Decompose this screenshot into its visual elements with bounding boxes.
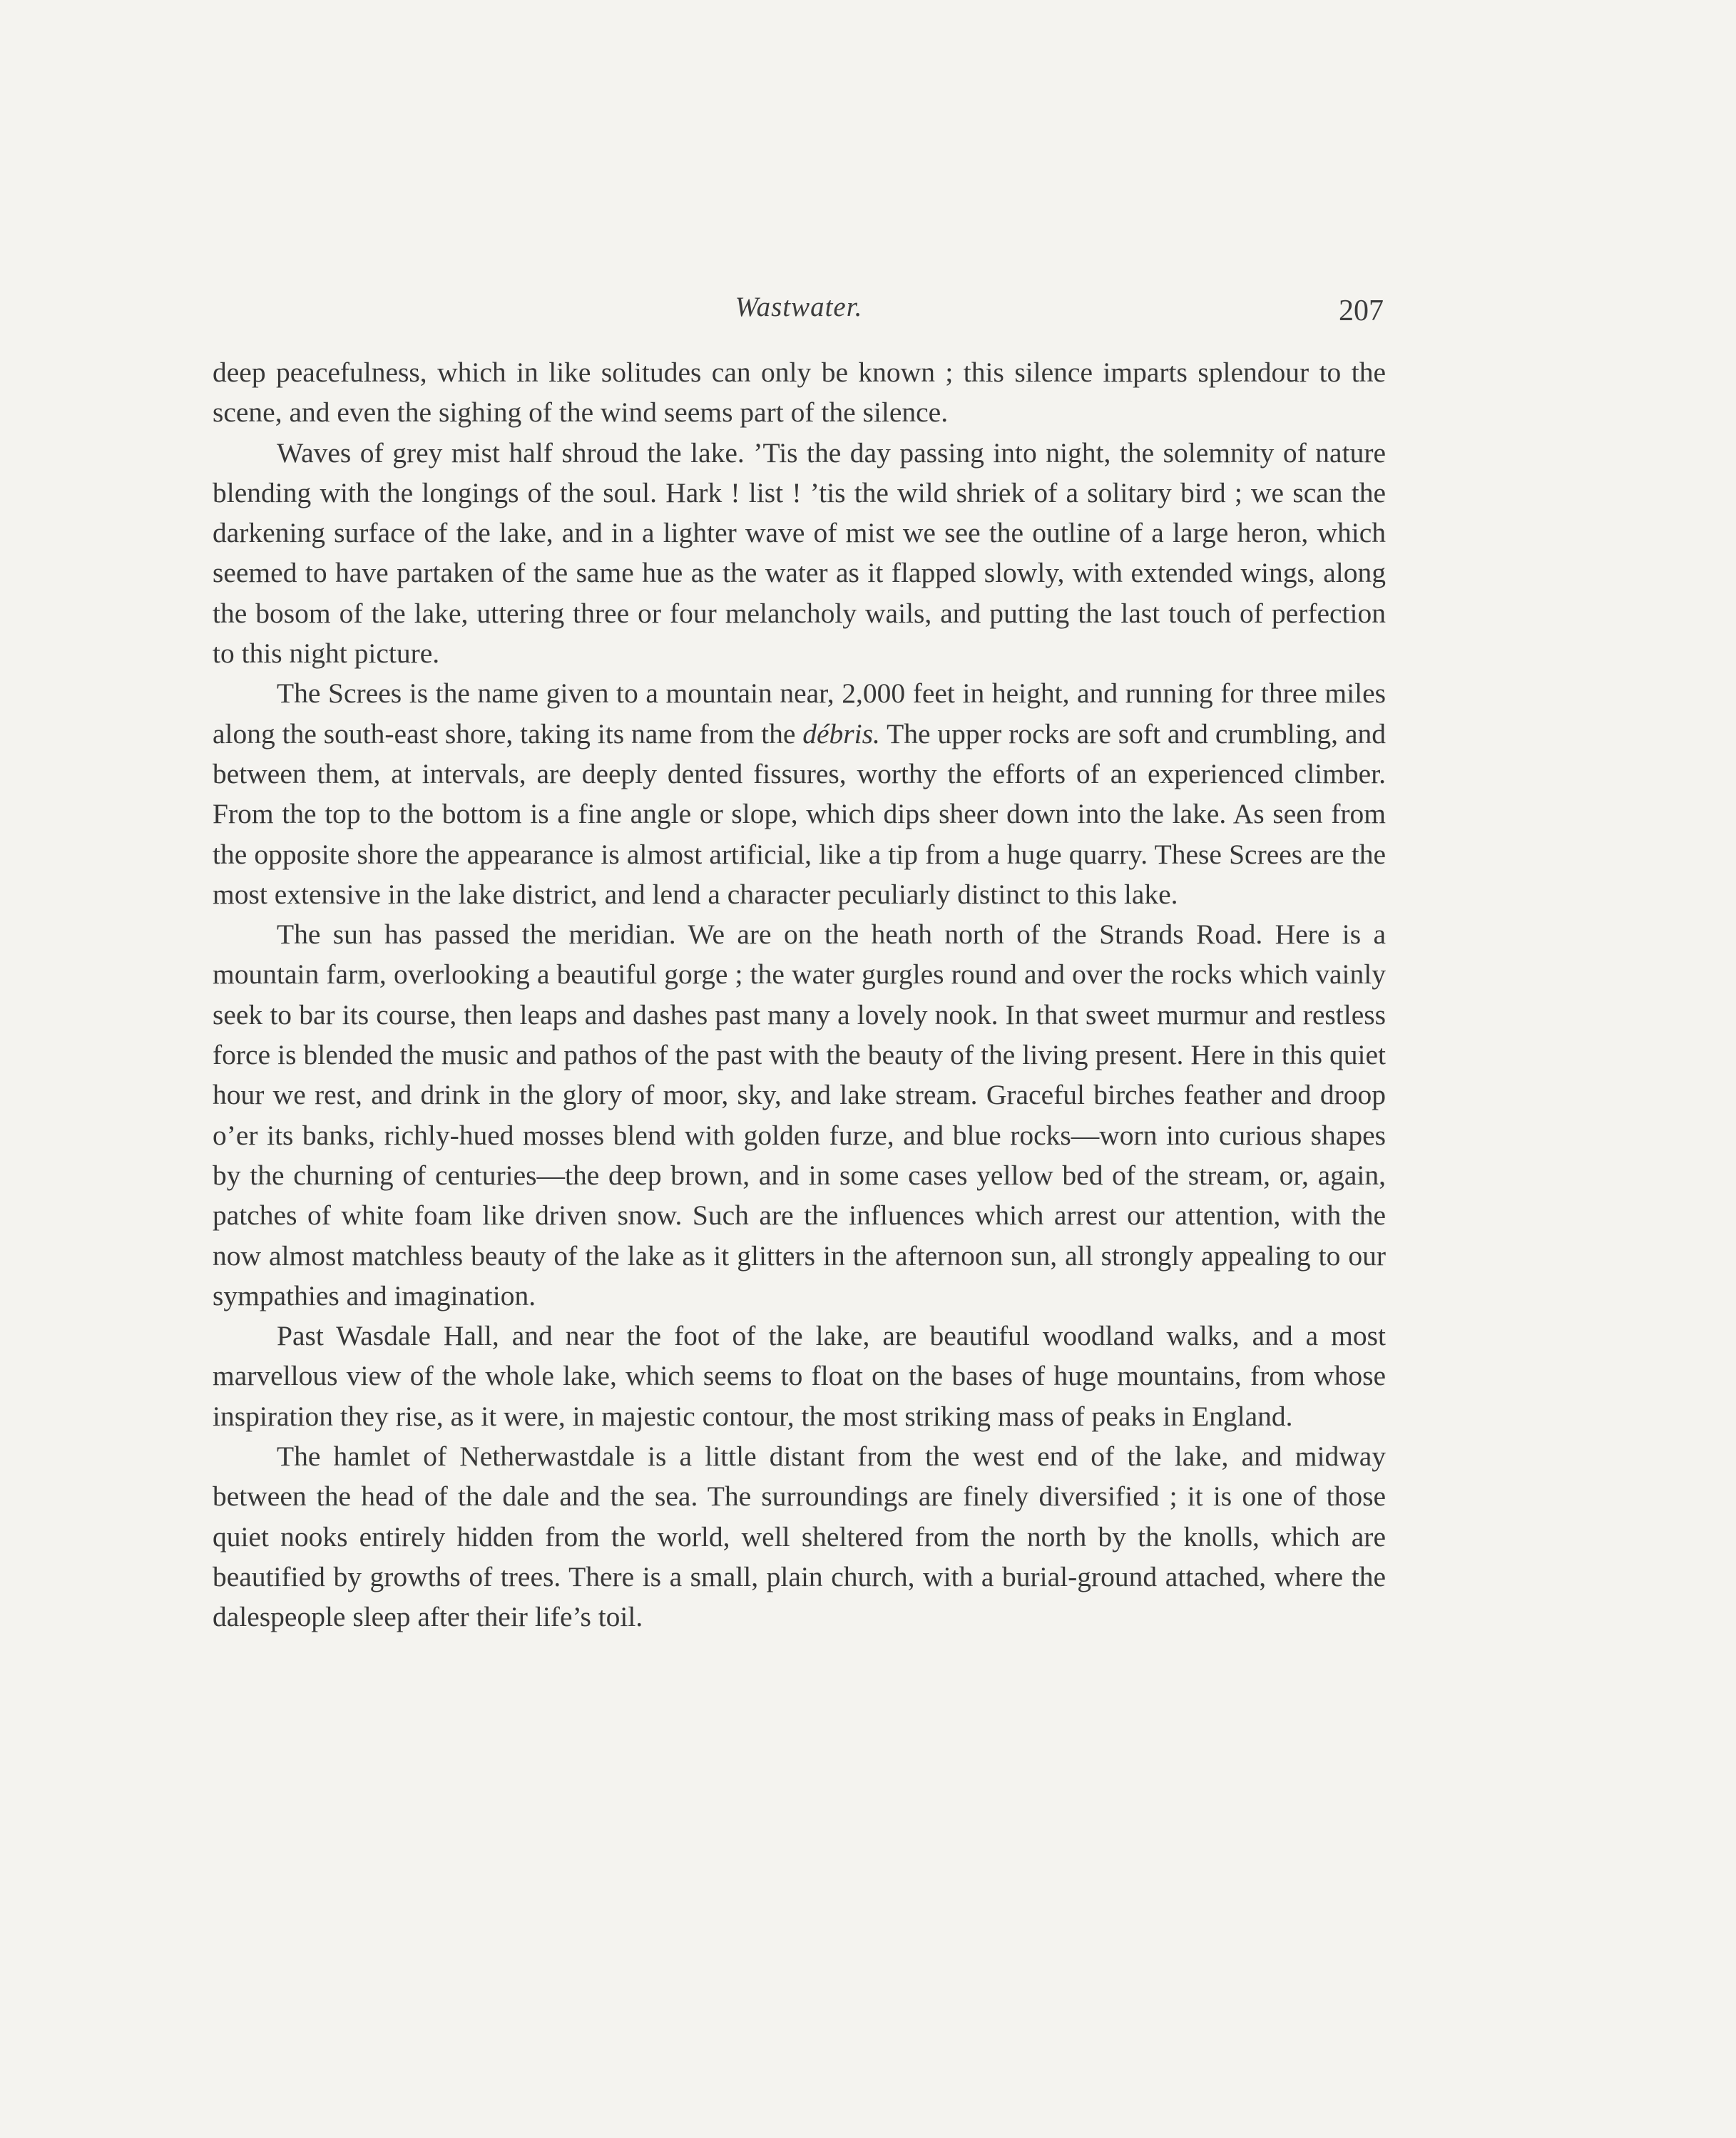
body-text: [213, 352, 1386, 1637]
paragraph-3-before: The Screes is the name given to a mountain near, 2,000 feet in height, and running for three miles along the south-east shore, taking its name from the: [213, 677, 1386, 750]
running-title: Wastwater.: [735, 292, 863, 322]
page-number: 207: [1339, 295, 1384, 327]
paragraph-2: Waves of grey mist half shroud the lake. ’Tis the day passing into night, the solemnity of nature blending with the longings of the soul. Hark ! list ! ’tis the wild shriek of a solitary bird ; we scan the darkening surface of the lake, and in a lighter wave of mist we see the outline of a large heron, which seemed to have partaken of the same hue as the water as it flapped slowly, with extended wings, along the bosom of the lake, uttering three or four melancholy wails, and putting the last touch of perfection to this night picture.: [213, 436, 1386, 670]
paragraph-5: Past Wasdale Hall, and near the foot of the lake, are beautiful woodland walks, and a most marvellous view of the whole lake, which seems to float on the bases of huge mountains, from whose inspiration they rise, as it were, in majestic contour, the most striking mass of peaks in England.: [213, 1320, 1386, 1432]
running-head: [214, 291, 1384, 334]
paragraph-3: [213, 673, 1386, 914]
paragraph-4: The sun has passed the meridian. We are on the heath north of the Strands Road. Here is a mountain farm, overlooking a beautiful gorge ; the water gurgles round and over the rocks which vainly seek to bar its course, then leaps and dashes past many a lovely nook. In that sweet murmur and restless force is blended the music and pathos of the past with the beauty of the living present. Here in this quiet hour we rest, and drink in the glory of moor, sky, and lake stream. Graceful birches feather and droop o’er its banks, richly-hued mosses blend with golden furze, and blue rocks—worn into curious shapes by the churning of centuries—the deep brown, and in some cases yellow bed of the stream, or, again, patches of white foam like driven snow. Such are the influences which arrest our attention, with the now almost matchless beauty of the lake as it glitters in the afternoon sun, all strongly appealing to our sympathies and imagination.: [213, 919, 1386, 1311]
paragraph-1: deep peacefulness, which in like solitudes can only be known ; this silence imparts splendour to the scene, and even the sighing of the wind seems part of the silence.: [213, 357, 1386, 429]
paragraph-6: The hamlet of Netherwastdale is a little distant from the west end of the lake, and midway between the head of the dale and the sea. The surroundings are finely diversified ; it is one of those quiet nooks entirely hidden from the world, well sheltered from the north by the knolls, which are beautified by growths of trees. There is a small, plain church, with a burial-ground attached, where the dalespeople sleep after their life’s toil.: [213, 1441, 1386, 1633]
debris-italic: débris.: [802, 717, 880, 750]
paragraph-3-after: The upper rocks are soft and crumbling, and between them, at intervals, are deeply dented fissures, worthy the efforts of an experienced climber. From the top to the bottom is a fine angle or slope, which dips sheer down into the lake. As seen from the opposite shore the appearance is almost artificial, like a tip from a huge quarry. These Screes are the most extensive in the lake district, and lend a character peculiarly distinct to this lake.: [213, 717, 1386, 910]
